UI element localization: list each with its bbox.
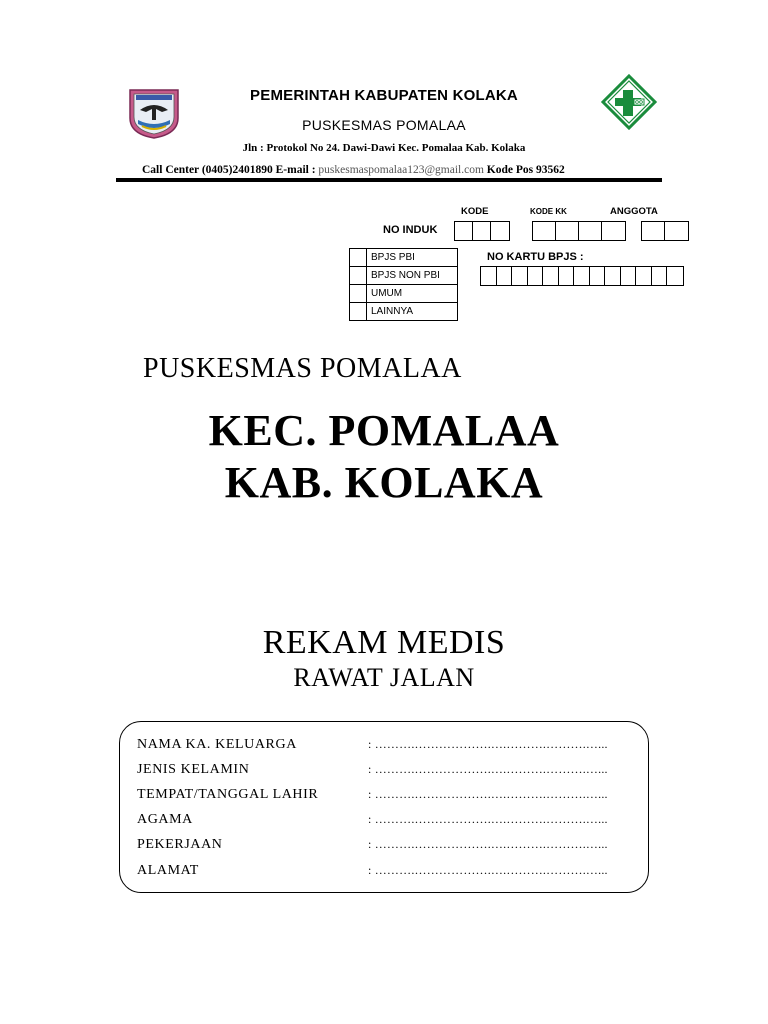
field-value[interactable]: : ……….……………….….……….……….…... bbox=[368, 737, 608, 751]
payer-label: BPJS NON PBI bbox=[367, 267, 458, 285]
bpjs-box[interactable] bbox=[605, 267, 621, 285]
payer-row[interactable] bbox=[350, 303, 458, 321]
bpjs-box[interactable] bbox=[512, 267, 528, 285]
bpjs-box[interactable] bbox=[543, 267, 559, 285]
kecamatan-title: KEC. POMALAA bbox=[208, 406, 560, 455]
kode-box[interactable] bbox=[491, 222, 509, 240]
field-label: PEKERJAAN bbox=[137, 837, 223, 852]
identity-panel bbox=[119, 721, 649, 893]
bpjs-box[interactable] bbox=[590, 267, 606, 285]
field-label: ALAMAT bbox=[137, 863, 199, 878]
field-value[interactable]: : ……….……………….….……….……….…... bbox=[368, 787, 608, 801]
header-divider bbox=[116, 178, 662, 182]
kabupaten-title: KAB. KOLAKA bbox=[224, 458, 544, 507]
bpjs-box[interactable] bbox=[559, 267, 575, 285]
address-line: Jln : Protokol No 24. Dawi-Dawi Kec. Pomalaa Kab. Kolaka bbox=[242, 142, 526, 154]
field-value[interactable]: : ……….……………….….……….……….…... bbox=[368, 837, 608, 851]
bpjs-box[interactable] bbox=[652, 267, 668, 285]
puskesmas-title: PUSKESMAS POMALAA bbox=[143, 353, 462, 384]
contact-prefix: Call Center (0405)2401890 E-mail : bbox=[142, 164, 316, 176]
field-value[interactable]: : ……….……………….….……….……….…... bbox=[368, 762, 608, 776]
kode-kk-box[interactable] bbox=[579, 222, 602, 240]
payer-checkbox[interactable] bbox=[350, 267, 367, 285]
document-subtitle: RAWAT JALAN bbox=[293, 663, 475, 692]
payer-label: UMUM bbox=[367, 285, 458, 303]
institution-heading: PUSKESMAS POMALAA bbox=[302, 117, 466, 133]
payer-row[interactable] bbox=[350, 267, 458, 285]
field-label: TEMPAT/TANGGAL LAHIR bbox=[137, 787, 319, 802]
government-heading: PEMERINTAH KABUPATEN KOLAKA bbox=[250, 87, 518, 104]
payer-row[interactable] bbox=[350, 249, 458, 267]
field-value[interactable]: : ……….……………….….……….……….…... bbox=[368, 863, 608, 877]
bpjs-box[interactable] bbox=[621, 267, 637, 285]
bpjs-box[interactable] bbox=[574, 267, 590, 285]
payer-row[interactable] bbox=[350, 285, 458, 303]
payer-checkbox[interactable] bbox=[350, 285, 367, 303]
kode-kk-box[interactable] bbox=[556, 222, 579, 240]
kode-box[interactable] bbox=[473, 222, 491, 240]
kode-boxes[interactable] bbox=[454, 221, 510, 241]
kode-kk-box[interactable] bbox=[533, 222, 556, 240]
no-kartu-bpjs-label: NO KARTU BPJS : bbox=[487, 251, 584, 263]
bpjs-box[interactable] bbox=[636, 267, 652, 285]
field-label: JENIS KELAMIN bbox=[137, 762, 250, 777]
bpjs-box[interactable] bbox=[528, 267, 544, 285]
payer-label: LAINNYA bbox=[367, 303, 458, 321]
bpjs-box[interactable] bbox=[497, 267, 513, 285]
email-link[interactable]: puskesmaspomalaa123@gmail.com bbox=[318, 164, 484, 176]
anggota-label: ANGGOTA bbox=[610, 206, 658, 217]
field-value[interactable]: : ……….……………….….……….……….…... bbox=[368, 812, 608, 826]
field-label: AGAMA bbox=[137, 812, 193, 827]
kode-kk-box[interactable] bbox=[602, 222, 625, 240]
bpjs-card-boxes[interactable] bbox=[480, 266, 684, 286]
kode-kk-label: KODE KK bbox=[530, 207, 567, 216]
field-label: NAMA KA. KELUARGA bbox=[137, 737, 297, 752]
bpjs-box[interactable] bbox=[481, 267, 497, 285]
bpjs-box[interactable] bbox=[667, 267, 683, 285]
anggota-boxes[interactable] bbox=[641, 221, 689, 241]
kode-label: KODE bbox=[461, 206, 489, 217]
payer-checkbox[interactable] bbox=[350, 249, 367, 267]
anggota-box[interactable] bbox=[642, 222, 665, 240]
payer-label: BPJS PBI bbox=[367, 249, 458, 267]
contact-line bbox=[142, 164, 565, 176]
kode-kk-boxes[interactable] bbox=[532, 221, 626, 241]
postal-code: Kode Pos 93562 bbox=[486, 164, 565, 176]
payer-type-table bbox=[349, 248, 458, 321]
payer-checkbox[interactable] bbox=[350, 303, 367, 321]
anggota-box[interactable] bbox=[665, 222, 688, 240]
document-title: REKAM MEDIS bbox=[262, 624, 506, 661]
kode-box[interactable] bbox=[455, 222, 473, 240]
no-induk-label: NO INDUK bbox=[383, 224, 438, 236]
